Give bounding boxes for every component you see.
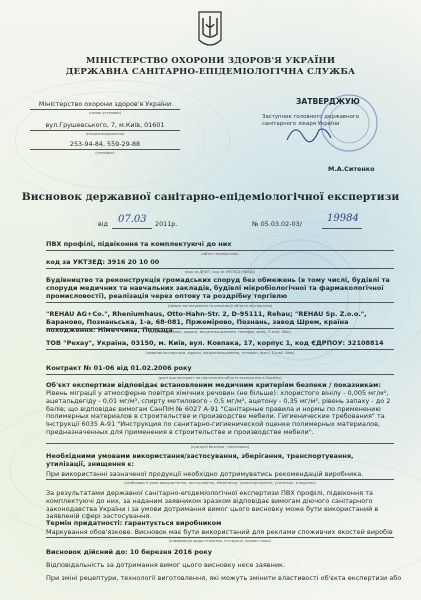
date-handwritten: 07.03 — [118, 214, 147, 225]
document-title: Висновок державної санітарно-епідеміологічної експертизи — [21, 191, 400, 203]
footer-line-2: При зміні рецептури, технології виготовлення, які можуть змінити властивості об'єкта експертизи або — [46, 574, 402, 582]
product-purpose-caption: (сфера застосування та реалізації об'єкта експертизи) — [167, 304, 273, 308]
valid-until: Висновок дійсний до: 10 березня 2016 року — [46, 548, 213, 556]
product-code: код за УКТЗЕД: 3916 20 10 00 — [46, 258, 160, 266]
object-caption: (критерії безпеки / показники) — [190, 445, 250, 449]
contract-caption: (дані про контракт на постачання об'єкта експертизи в Україну) — [158, 376, 282, 380]
approve-label: ЗАТВЕРДЖУЮ — [296, 97, 360, 106]
conditions-body: При використанні зазначеної продукції необхідно дотримуватись рекомендацій виробника. — [46, 470, 364, 478]
product-code-caption: (код за ДКПП, код за УКТЗЕД (КВЕД)) — [184, 270, 256, 274]
conclusion-text: За результатами державної санітарно-епідеміологічної експертизи ПВХ профілі, підвіконня та комплектуючі до них, за наданим заявником зразком відповідає вимогам діючого санітарного законодавства України і за умови дотримання вимог цього висновку може бути використаний в заявленій сфері застосування. — [46, 489, 379, 521]
object-body: Рівень міграції у атмосферне повітря хімічних речовин (не більше): хлористого вінілу - 0,005 мг/м³, ацетальдегіду - 0,01 мг/м³, спирту метилового - 0,5 мг/м³, ацетону - 0,35 мг/м³, рівень запаху - до 2 балів; що відповідає вимогам СанПіН № 6027 А-91 "Санітарные правила и нормы по применению полимерных материалов в строительстве и производстве мебели. Гигиенические требования" та Інструкції 6035 А-91 "Инструкция по санитарно-гигиенической оценке полимерных материалов, предназначенных для применения в строительстве и производстве мебели". — [46, 389, 391, 436]
validity-caption: (інформація щодо етикетки, інструкції, правил тощо) — [168, 539, 271, 543]
manufacturer-line: "REHAU AG+Co.", Rheniumhaus, Otto-Hahn-Str. 2, D-95111, Rehau; "REHAU Sp. Z.o.o.", Бараново, Познаньська, 1-а, 68-081, Пржемірово, Познань, завод Шрем, країна походження: Німеччина, Польща — [46, 310, 367, 335]
manufacturer-caption: (країна виробник, адреса, місцезнаходження, телефон, факс, E-mail, Web) — [148, 330, 292, 334]
date-year: 2011р. — [155, 220, 178, 228]
service-heading: ДЕРЖАВНА САНІТАРНО-ЕПІДЕМІОЛОГІЧНА СЛУЖБА — [65, 67, 356, 77]
issuer-address: вул.Грушевського, 7, м.Київ, 01601 — [45, 121, 165, 129]
applicant-caption: (заявник експертизи, адреса, місцезнаходження, телефон, факс, E-mail, Web) — [145, 351, 295, 355]
number-prefix: № 05.03.02-03/ — [252, 220, 302, 228]
signature-icon — [285, 118, 335, 148]
product-purpose: Будівництво та реконструкція громадських споруд без обмежень (в тому числі, будівлі та споруди медичних та навчальних закладів, будівлі мікробіологічної та фармакологічної промисловості), реалізація через оптову та роздрібну торгівлю — [46, 276, 390, 301]
applicant-line: ТОВ "Рехау", Україна, 03150, м. Київ, вул. Ковпака, 17, корпус 1, код ЄДРПОУ: 32108814 — [46, 339, 384, 347]
object-lead: Об'єкт експертизи відповідає встановленим медичним критеріям безпеки / показникам: — [46, 381, 381, 389]
trident-emblem-icon — [197, 10, 223, 50]
issuer-name-caption: (назва установи) — [88, 111, 122, 115]
approval-position: Заступник головного державного санітарного лікаря України — [262, 114, 360, 127]
footer-line-1: Відповідальність за дотримання вимог цього висновку несе заявник. — [46, 561, 286, 569]
signatory-name: М.А.Ситенко — [328, 165, 375, 173]
issuer-phone-caption: (телефон) — [95, 151, 115, 155]
conditions-lead: Необхідними умовами використання/застосування, зберігання, транспортування, утилізації, знищення є: — [46, 452, 354, 469]
conditions-caption: (особливості умов використання, застосування, зберігання, транспортування, утилізації, знищення) — [124, 481, 316, 485]
product-name-caption: (об'єкт експертизи) — [201, 252, 239, 256]
issuer-name: Міністерство охорони здоров'я України — [38, 100, 172, 108]
validity-lead: Термін придатності: гарантується виробником — [46, 519, 222, 527]
contract-line: Контракт № 01-06 від 01.02.2006 року — [46, 364, 192, 372]
number-handwritten: 19984 — [327, 213, 359, 224]
product-name: ПВХ профілі, підвіконня та комплектуючі до них — [46, 240, 232, 248]
issuer-address-caption: (місцезнаходження) — [85, 132, 125, 136]
issuer-phone: 253-94-84, 559-29-88 — [69, 140, 141, 148]
date-prefix: від — [98, 220, 108, 228]
validity-body: Маркування обов'язкове. Висновок має бути використаний для реклами споживчих якостей виробів — [46, 528, 393, 536]
ministry-heading: МІНІСТЕРСТВО ОХОРОНИ ЗДОРОВ'Я УКРАЇНИ — [85, 56, 336, 66]
